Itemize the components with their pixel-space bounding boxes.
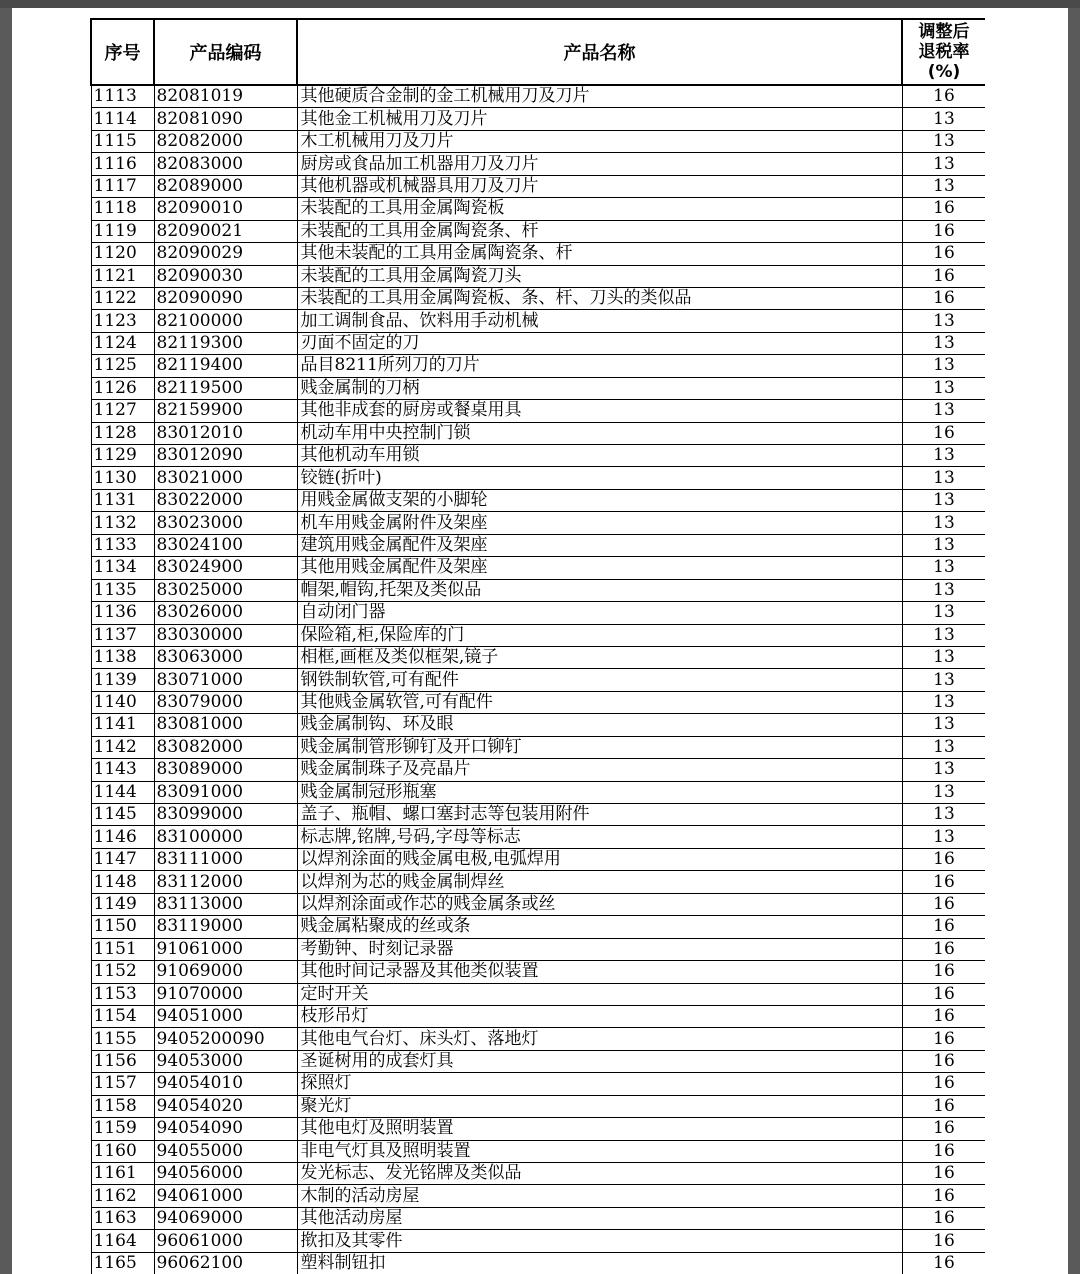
row-code-cell: 94055000 [154, 1140, 297, 1162]
table-row [91, 961, 985, 983]
table-row [91, 422, 985, 444]
table-row [91, 1252, 985, 1274]
row-name-cell: 未装配的工具用金属陶瓷板 [297, 198, 902, 220]
row-code-cell: 83099000 [154, 804, 297, 826]
row-rate-cell: 13 [902, 489, 985, 511]
row-name-cell: 贱金属粘聚成的丝或条 [297, 916, 902, 938]
row-code-cell: 91069000 [154, 961, 297, 983]
row-code-cell: 94053000 [154, 1050, 297, 1072]
table-row [91, 445, 985, 467]
table-row [91, 983, 985, 1005]
row-name-cell: 塑料制钮扣 [297, 1252, 902, 1274]
row-seq-cell: 1162 [91, 1185, 154, 1207]
row-code-cell: 83079000 [154, 691, 297, 713]
table-row [91, 669, 985, 691]
row-seq-cell: 1139 [91, 669, 154, 691]
table-row [91, 400, 985, 422]
table-row [91, 265, 985, 287]
row-code-cell: 82081019 [154, 85, 297, 108]
row-name-cell: 贱金属制珠子及亮晶片 [297, 759, 902, 781]
row-name-cell: 未装配的工具用金属陶瓷刀头 [297, 265, 902, 287]
row-code-cell: 82090090 [154, 287, 297, 309]
row-name-cell: 聚光灯 [297, 1095, 902, 1117]
row-rate-cell: 13 [902, 355, 985, 377]
table-body [91, 85, 985, 1274]
row-name-cell: 建筑用贱金属配件及架座 [297, 534, 902, 556]
row-rate-cell: 16 [902, 1073, 985, 1095]
row-code-cell: 82090010 [154, 198, 297, 220]
row-code-cell: 82119300 [154, 332, 297, 354]
row-code-cell: 83024100 [154, 534, 297, 556]
row-rate-cell: 16 [902, 243, 985, 265]
row-rate-cell: 16 [902, 1163, 985, 1185]
row-rate-cell: 16 [902, 287, 985, 309]
row-seq-cell: 1149 [91, 893, 154, 915]
row-code-cell: 83012010 [154, 422, 297, 444]
row-seq-cell: 1117 [91, 175, 154, 197]
table-row [91, 332, 985, 354]
row-rate-cell: 16 [902, 871, 985, 893]
row-name-cell: 机车用贱金属附件及架座 [297, 512, 902, 534]
row-rate-cell: 13 [902, 400, 985, 422]
row-seq-cell: 1145 [91, 804, 154, 826]
table-row [91, 804, 985, 826]
header-rate-line3: (%) [927, 62, 961, 82]
row-rate-cell: 13 [902, 534, 985, 556]
row-seq-cell: 1115 [91, 130, 154, 152]
row-rate-cell: 16 [902, 422, 985, 444]
row-code-cell: 94056000 [154, 1163, 297, 1185]
row-code-cell: 91061000 [154, 938, 297, 960]
row-code-cell: 83021000 [154, 467, 297, 489]
row-seq-cell: 1123 [91, 310, 154, 332]
row-name-cell: 帽架,帽钩,托架及类似品 [297, 579, 902, 601]
row-rate-cell: 16 [902, 1050, 985, 1072]
row-seq-cell: 1161 [91, 1163, 154, 1185]
row-seq-cell: 1151 [91, 938, 154, 960]
row-rate-cell: 16 [902, 198, 985, 220]
table-row [91, 781, 985, 803]
row-name-cell: 其他活动房屋 [297, 1207, 902, 1229]
row-name-cell: 木制的活动房屋 [297, 1185, 902, 1207]
row-name-cell: 贱金属制钩、环及眼 [297, 714, 902, 736]
row-rate-cell: 16 [902, 983, 985, 1005]
row-seq-cell: 1152 [91, 961, 154, 983]
row-code-cell: 83113000 [154, 893, 297, 915]
table-row [91, 1207, 985, 1229]
table-row [91, 557, 985, 579]
row-code-cell: 82089000 [154, 175, 297, 197]
row-name-cell: 标志牌,铭牌,号码,字母等标志 [297, 826, 902, 848]
row-name-cell: 品目8211所列刀的刀片 [297, 355, 902, 377]
table-row [91, 736, 985, 758]
row-seq-cell: 1141 [91, 714, 154, 736]
row-code-cell: 82119500 [154, 377, 297, 399]
table-viewport [90, 18, 985, 1274]
row-seq-cell: 1116 [91, 153, 154, 175]
table-row [91, 1095, 985, 1117]
table-row [91, 848, 985, 870]
row-name-cell: 其他时间记录器及其他类似装置 [297, 961, 902, 983]
header-seq: 序号 [91, 19, 154, 85]
row-seq-cell: 1131 [91, 489, 154, 511]
row-rate-cell: 16 [902, 85, 985, 108]
table-row [91, 85, 985, 108]
row-name-cell: 盖子、瓶帽、螺口塞封志等包装用附件 [297, 804, 902, 826]
row-seq-cell: 1136 [91, 602, 154, 624]
row-code-cell: 83082000 [154, 736, 297, 758]
row-code-cell: 83100000 [154, 826, 297, 848]
table-header-row [91, 19, 985, 85]
row-seq-cell: 1129 [91, 445, 154, 467]
table-row [91, 624, 985, 646]
table-row [91, 175, 985, 197]
table-row [91, 871, 985, 893]
row-rate-cell: 13 [902, 332, 985, 354]
document-page[interactable] [12, 8, 1068, 1274]
table-row [91, 1005, 985, 1027]
row-name-cell: 相框,画框及类似框架,镜子 [297, 646, 902, 668]
row-name-cell: 其他用贱金属配件及架座 [297, 557, 902, 579]
row-seq-cell: 1138 [91, 646, 154, 668]
row-seq-cell: 1128 [91, 422, 154, 444]
row-seq-cell: 1121 [91, 265, 154, 287]
row-rate-cell: 16 [902, 220, 985, 242]
row-seq-cell: 1140 [91, 691, 154, 713]
row-code-cell: 91070000 [154, 983, 297, 1005]
row-name-cell: 以焊剂为芯的贱金属制焊丝 [297, 871, 902, 893]
row-name-cell: 贱金属制的刀柄 [297, 377, 902, 399]
row-seq-cell: 1144 [91, 781, 154, 803]
row-name-cell: 其他非成套的厨房或餐桌用具 [297, 400, 902, 422]
row-code-cell: 83026000 [154, 602, 297, 624]
row-name-cell: 加工调制食品、饮料用手动机械 [297, 310, 902, 332]
row-name-cell: 保险箱,柜,保险库的门 [297, 624, 902, 646]
row-code-cell: 82100000 [154, 310, 297, 332]
row-seq-cell: 1113 [91, 85, 154, 108]
row-rate-cell: 13 [902, 175, 985, 197]
row-name-cell: 枝形吊灯 [297, 1005, 902, 1027]
row-name-cell: 揿扣及其零件 [297, 1230, 902, 1252]
row-rate-cell: 16 [902, 1140, 985, 1162]
table-row [91, 130, 985, 152]
row-name-cell: 铰链(折叶) [297, 467, 902, 489]
table-row [91, 534, 985, 556]
row-seq-cell: 1133 [91, 534, 154, 556]
row-code-cell: 83024900 [154, 557, 297, 579]
row-code-cell: 83071000 [154, 669, 297, 691]
row-code-cell: 82090030 [154, 265, 297, 287]
table-row [91, 243, 985, 265]
row-name-cell: 其他电气台灯、床头灯、落地灯 [297, 1028, 902, 1050]
row-name-cell: 未装配的工具用金属陶瓷条、杆 [297, 220, 902, 242]
row-code-cell: 83022000 [154, 489, 297, 511]
table-row [91, 714, 985, 736]
table-row [91, 1028, 985, 1050]
row-rate-cell: 13 [902, 759, 985, 781]
row-seq-cell: 1150 [91, 916, 154, 938]
table-row [91, 759, 985, 781]
row-rate-cell: 16 [902, 1207, 985, 1229]
row-name-cell: 钢铁制软管,可有配件 [297, 669, 902, 691]
row-seq-cell: 1146 [91, 826, 154, 848]
row-name-cell: 其他机器或机械器具用刀及刀片 [297, 175, 902, 197]
row-seq-cell: 1127 [91, 400, 154, 422]
row-seq-cell: 1160 [91, 1140, 154, 1162]
row-rate-cell: 13 [902, 130, 985, 152]
row-name-cell: 其他硬质合金制的金工机械用刀及刀片 [297, 85, 902, 108]
table-row [91, 1050, 985, 1072]
table-row [91, 108, 985, 130]
table-row [91, 646, 985, 668]
row-name-cell: 其他电灯及照明装置 [297, 1118, 902, 1140]
row-seq-cell: 1143 [91, 759, 154, 781]
table-row [91, 826, 985, 848]
row-seq-cell: 1134 [91, 557, 154, 579]
row-name-cell: 机动车用中央控制门锁 [297, 422, 902, 444]
row-rate-cell: 16 [902, 1095, 985, 1117]
row-name-cell: 贱金属制冠形瓶塞 [297, 781, 902, 803]
row-name-cell: 其他机动车用锁 [297, 445, 902, 467]
table-row [91, 893, 985, 915]
row-code-cell: 83112000 [154, 871, 297, 893]
row-rate-cell: 13 [902, 579, 985, 601]
table-row [91, 1185, 985, 1207]
row-name-cell: 定时开关 [297, 983, 902, 1005]
row-seq-cell: 1118 [91, 198, 154, 220]
table-row [91, 198, 985, 220]
row-name-cell: 其他贱金属软管,可有配件 [297, 691, 902, 713]
table-row [91, 916, 985, 938]
row-seq-cell: 1159 [91, 1118, 154, 1140]
header-rate-line2: 退税率 [918, 42, 970, 62]
table-row [91, 1163, 985, 1185]
row-name-cell: 探照灯 [297, 1073, 902, 1095]
row-code-cell: 94054090 [154, 1118, 297, 1140]
row-code-cell: 94054020 [154, 1095, 297, 1117]
table-row [91, 579, 985, 601]
row-seq-cell: 1132 [91, 512, 154, 534]
row-seq-cell: 1155 [91, 1028, 154, 1050]
row-name-cell: 非电气灯具及照明装置 [297, 1140, 902, 1162]
row-rate-cell: 16 [902, 916, 985, 938]
row-code-cell: 96062100 [154, 1252, 297, 1274]
row-seq-cell: 1119 [91, 220, 154, 242]
row-name-cell: 刃面不固定的刀 [297, 332, 902, 354]
row-seq-cell: 1137 [91, 624, 154, 646]
header-rate [902, 19, 985, 85]
row-rate-cell: 13 [902, 377, 985, 399]
row-rate-cell: 13 [902, 310, 985, 332]
row-rate-cell: 16 [902, 848, 985, 870]
row-rate-cell: 13 [902, 557, 985, 579]
header-rate-line1: 调整后 [918, 22, 970, 42]
row-code-cell: 82090021 [154, 220, 297, 242]
row-rate-cell: 13 [902, 153, 985, 175]
row-name-cell: 圣诞树用的成套灯具 [297, 1050, 902, 1072]
row-rate-cell: 16 [902, 893, 985, 915]
row-name-cell: 贱金属制管形铆钉及开口铆钉 [297, 736, 902, 758]
row-seq-cell: 1164 [91, 1230, 154, 1252]
row-seq-cell: 1114 [91, 108, 154, 130]
row-code-cell: 83030000 [154, 624, 297, 646]
row-name-cell: 用贱金属做支架的小脚轮 [297, 489, 902, 511]
row-rate-cell: 13 [902, 826, 985, 848]
row-code-cell: 94051000 [154, 1005, 297, 1027]
row-seq-cell: 1153 [91, 983, 154, 1005]
row-code-cell: 83111000 [154, 848, 297, 870]
row-seq-cell: 1158 [91, 1095, 154, 1117]
row-seq-cell: 1135 [91, 579, 154, 601]
table-row [91, 355, 985, 377]
row-name-cell: 考勤钟、时刻记录器 [297, 938, 902, 960]
row-seq-cell: 1147 [91, 848, 154, 870]
row-rate-cell: 13 [902, 602, 985, 624]
row-rate-cell: 16 [902, 1005, 985, 1027]
row-rate-cell: 16 [902, 1118, 985, 1140]
row-code-cell: 82119400 [154, 355, 297, 377]
table-row [91, 467, 985, 489]
table-row [91, 220, 985, 242]
row-rate-cell: 13 [902, 781, 985, 803]
table-row [91, 1230, 985, 1252]
row-rate-cell: 13 [902, 445, 985, 467]
table-row [91, 512, 985, 534]
row-rate-cell: 13 [902, 108, 985, 130]
row-seq-cell: 1165 [91, 1252, 154, 1274]
row-code-cell: 83025000 [154, 579, 297, 601]
table-row [91, 691, 985, 713]
row-rate-cell: 13 [902, 467, 985, 489]
row-code-cell: 83012090 [154, 445, 297, 467]
row-name-cell: 以焊剂涂面或作芯的贱金属条或丝 [297, 893, 902, 915]
row-code-cell: 83023000 [154, 512, 297, 534]
row-seq-cell: 1148 [91, 871, 154, 893]
row-rate-cell: 13 [902, 512, 985, 534]
row-code-cell: 94069000 [154, 1207, 297, 1229]
row-code-cell: 82083000 [154, 153, 297, 175]
row-rate-cell: 16 [902, 1028, 985, 1050]
row-rate-cell: 13 [902, 714, 985, 736]
row-code-cell: 83119000 [154, 916, 297, 938]
row-seq-cell: 1130 [91, 467, 154, 489]
row-code-cell: 82081090 [154, 108, 297, 130]
row-code-cell: 83081000 [154, 714, 297, 736]
row-rate-cell: 16 [902, 265, 985, 287]
row-code-cell: 83089000 [154, 759, 297, 781]
row-rate-cell: 16 [902, 1252, 985, 1274]
table-row [91, 602, 985, 624]
viewer-toolbar-strip [0, 0, 1080, 8]
row-name-cell: 其他金工机械用刀及刀片 [297, 108, 902, 130]
row-code-cell: 82082000 [154, 130, 297, 152]
row-seq-cell: 1157 [91, 1073, 154, 1095]
row-rate-cell: 13 [902, 669, 985, 691]
row-rate-cell: 16 [902, 938, 985, 960]
table-row [91, 489, 985, 511]
row-code-cell: 9405200090 [154, 1028, 297, 1050]
row-rate-cell: 13 [902, 691, 985, 713]
table-row [91, 287, 985, 309]
table-row [91, 1073, 985, 1095]
row-seq-cell: 1163 [91, 1207, 154, 1229]
table-row [91, 938, 985, 960]
row-rate-cell: 16 [902, 1230, 985, 1252]
row-seq-cell: 1125 [91, 355, 154, 377]
row-name-cell: 厨房或食品加工机器用刀及刀片 [297, 153, 902, 175]
row-code-cell: 82159900 [154, 400, 297, 422]
row-seq-cell: 1120 [91, 243, 154, 265]
row-rate-cell: 13 [902, 804, 985, 826]
table-row [91, 1140, 985, 1162]
row-code-cell: 83091000 [154, 781, 297, 803]
row-rate-cell: 13 [902, 624, 985, 646]
row-name-cell: 木工机械用刀及刀片 [297, 130, 902, 152]
header-name: 产品名称 [297, 19, 902, 85]
table-row [91, 377, 985, 399]
row-seq-cell: 1124 [91, 332, 154, 354]
row-code-cell: 82090029 [154, 243, 297, 265]
table-row [91, 1118, 985, 1140]
row-seq-cell: 1126 [91, 377, 154, 399]
row-name-cell: 发光标志、发光铭牌及类似品 [297, 1163, 902, 1185]
row-seq-cell: 1122 [91, 287, 154, 309]
table-row [91, 153, 985, 175]
row-code-cell: 83063000 [154, 646, 297, 668]
row-code-cell: 96061000 [154, 1230, 297, 1252]
row-rate-cell: 16 [902, 1185, 985, 1207]
tax-rebate-table [90, 18, 985, 1274]
row-seq-cell: 1142 [91, 736, 154, 758]
header-code: 产品编码 [154, 19, 297, 85]
row-name-cell: 其他未装配的工具用金属陶瓷条、杆 [297, 243, 902, 265]
row-name-cell: 以焊剂涂面的贱金属电极,电弧焊用 [297, 848, 902, 870]
row-code-cell: 94061000 [154, 1185, 297, 1207]
row-code-cell: 94054010 [154, 1073, 297, 1095]
row-rate-cell: 13 [902, 646, 985, 668]
row-seq-cell: 1156 [91, 1050, 154, 1072]
row-rate-cell: 13 [902, 736, 985, 758]
row-name-cell: 未装配的工具用金属陶瓷板、条、杆、刀头的类似品 [297, 287, 902, 309]
row-rate-cell: 16 [902, 961, 985, 983]
table-row [91, 310, 985, 332]
row-name-cell: 自动闭门器 [297, 602, 902, 624]
row-seq-cell: 1154 [91, 1005, 154, 1027]
